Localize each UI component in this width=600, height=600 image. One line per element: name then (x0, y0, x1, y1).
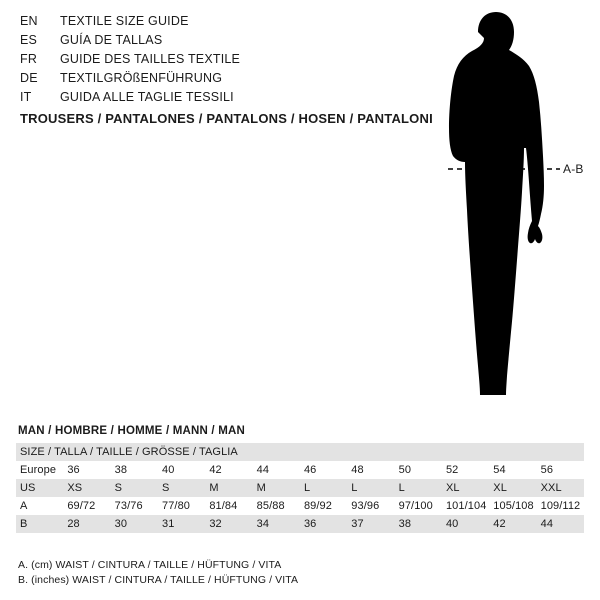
row-label: A (20, 500, 28, 512)
language-row (20, 71, 380, 90)
row-label: Europe (20, 464, 57, 476)
table-cell: 54 (493, 464, 506, 476)
table-cell: 28 (63, 515, 110, 533)
language-text: TEXTILGRÖßENFÜHRUNG (60, 71, 223, 85)
measure-label-ab: A-B (563, 162, 584, 176)
language-text: GUÍA DE TALLAS (60, 33, 163, 47)
table-cell: 44 (537, 515, 584, 533)
table-cell: L (300, 479, 347, 497)
table-cell: S (158, 479, 205, 497)
table-cell: 38 (114, 464, 128, 476)
row-label: B (16, 515, 63, 533)
table-cell: 36 (300, 515, 347, 533)
table-cell: 52 (445, 464, 459, 476)
table-cell: 34 (253, 515, 300, 533)
table-cell: 46 (303, 464, 317, 476)
table-cell: 109/112 (540, 500, 581, 512)
table-cell: 31 (158, 515, 205, 533)
mannequin-silhouette (400, 10, 590, 410)
language-row (20, 33, 380, 52)
table-cell: 32 (205, 515, 252, 533)
table-row (16, 479, 584, 497)
table-cell: 42 (489, 515, 536, 533)
table-row (16, 461, 584, 479)
table-cell: 97/100 (398, 500, 433, 512)
language-text: GUIDE DES TAILLES TEXTILE (60, 52, 241, 66)
language-code: IT (20, 90, 32, 104)
table-cell: L (347, 479, 394, 497)
table-cell: 30 (111, 515, 158, 533)
table-cell: 81/84 (209, 500, 238, 512)
language-code: FR (20, 52, 38, 66)
table-cell: 56 (540, 464, 554, 476)
table-cell: XL (489, 479, 536, 497)
table-cell: 37 (347, 515, 394, 533)
table-cell: S (111, 479, 158, 497)
table-cell: 40 (442, 515, 489, 533)
note-b: B. (inches) WAIST / CINTURA / TAILLE / HÜFTUNG / VITA (18, 574, 299, 586)
table-cell: XL (442, 479, 489, 497)
language-row (20, 90, 380, 109)
table-group-title: MAN / HOMBRE / HOMME / MANN / MAN (18, 425, 246, 437)
size-table-section (16, 425, 584, 533)
language-row (20, 52, 380, 71)
table-cell: 101/104 (445, 500, 487, 512)
table-cell: 69/72 (67, 500, 96, 512)
table-cell: M (205, 479, 252, 497)
row-label: SIZE / TALLA / TAILLE / GRÖSSE / TAGLIA (16, 443, 584, 461)
table-cell: L (395, 479, 442, 497)
row-label: US (16, 479, 63, 497)
table-cell: 40 (161, 464, 175, 476)
table-cell: 105/108 (493, 500, 534, 512)
mannequin-figure (400, 10, 590, 410)
note-a: A. (cm) WAIST / CINTURA / TAILLE / HÜFTUNG / VITA (18, 559, 282, 571)
table-cell: XXL (537, 479, 584, 497)
language-code: DE (20, 71, 38, 85)
table-cell: XS (63, 479, 110, 497)
table-row (16, 497, 584, 515)
table-cell: 85/88 (256, 500, 285, 512)
table-cell: 38 (395, 515, 442, 533)
table-cell: 48 (351, 464, 364, 476)
section-title: TROUSERS / PANTALONES / PANTALONS / HOSEN / PANTALONI (20, 111, 433, 126)
table-cell: 93/96 (351, 500, 380, 512)
table-cell: 42 (209, 464, 222, 476)
table-cell: M (253, 479, 300, 497)
table-cell: 50 (398, 464, 412, 476)
table-row (16, 443, 584, 461)
language-code: EN (20, 14, 38, 28)
language-list (20, 14, 380, 109)
table-row (16, 515, 584, 533)
size-table (16, 443, 584, 533)
table-cell: 77/80 (161, 500, 191, 512)
language-text: GUIDA ALLE TAGLIE TESSILI (60, 90, 234, 104)
measurement-notes (18, 558, 298, 588)
language-text: TEXTILE SIZE GUIDE (60, 14, 189, 28)
table-cell: 44 (256, 464, 270, 476)
language-row (20, 14, 380, 33)
table-cell: 36 (67, 464, 80, 476)
table-cell: 89/92 (303, 500, 332, 512)
language-code: ES (20, 33, 38, 47)
table-cell: 73/76 (114, 500, 143, 512)
